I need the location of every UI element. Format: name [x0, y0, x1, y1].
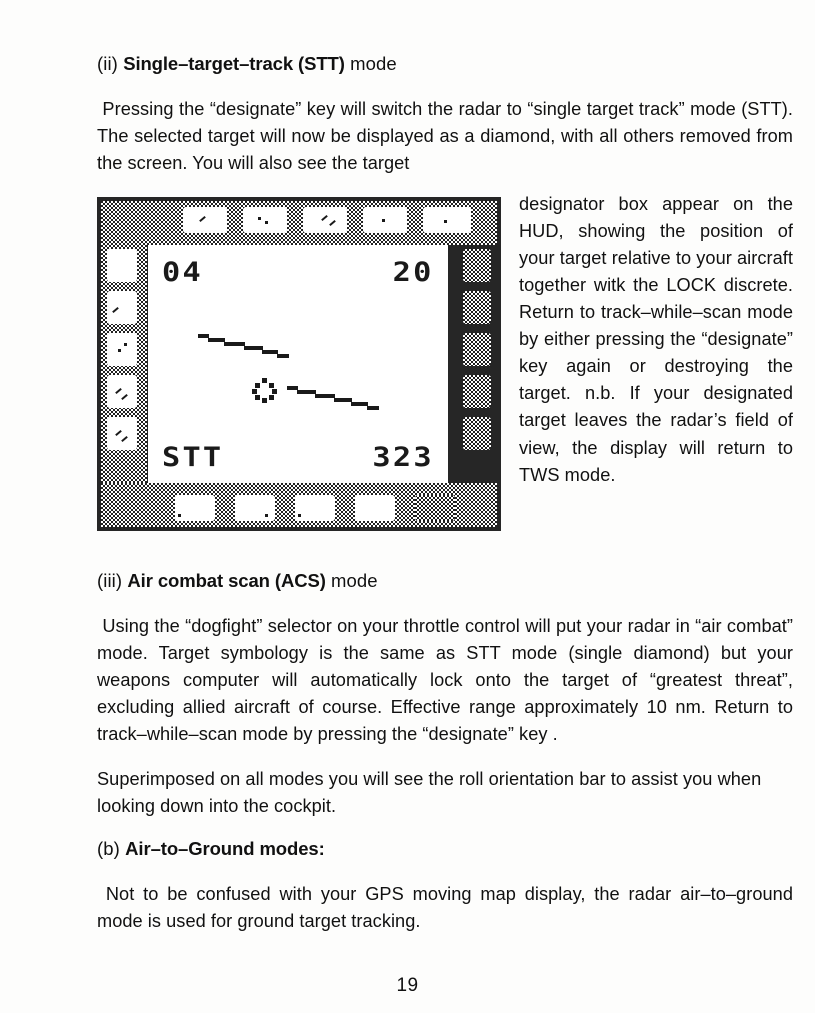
- key-tick-icon: [112, 307, 119, 313]
- softkey-right-1[interactable]: [463, 249, 491, 282]
- softkey-left-4[interactable]: [107, 375, 137, 408]
- softkey-bottom-4[interactable]: [355, 495, 395, 521]
- key-tick-icon: [115, 430, 122, 436]
- spacer: [97, 592, 793, 613]
- key-tick-icon: [321, 215, 328, 221]
- softkey-right-4[interactable]: [463, 375, 491, 408]
- paragraph-air-to-ground: Not to be confused with your GPS moving map display, the radar air–to–ground mode is used for ground target tracking.: [97, 883, 793, 931]
- softkey-bottom-2[interactable]: [235, 495, 275, 521]
- heading-stt-title: Single–target–track (STT): [123, 53, 345, 74]
- heading-acs-mode: [97, 569, 793, 592]
- key-tick-icon: [199, 216, 206, 222]
- heading-stt-tail: mode: [350, 53, 397, 74]
- key-tick-icon: [121, 436, 128, 442]
- spacer: [97, 820, 793, 837]
- heading-acs-numeral: (iii): [97, 570, 123, 592]
- roll-orientation-bar: [148, 245, 448, 483]
- softkey-left-1[interactable]: [107, 249, 137, 282]
- key-tick-icon: [329, 220, 336, 226]
- key-dot-icon: [265, 514, 268, 517]
- readout-top-right: 20: [393, 257, 434, 289]
- heading-air-to-ground: [97, 837, 793, 860]
- key-dot-icon: [258, 217, 261, 220]
- softkey-right-3[interactable]: [463, 333, 491, 366]
- softkey-bottom-3[interactable]: [295, 495, 335, 521]
- heading-atg-numeral: (b): [97, 837, 120, 859]
- spacer: [97, 749, 793, 766]
- readout-heading: 323: [372, 442, 434, 474]
- paragraph-roll-orientation: Superimposed on all modes you will see the roll orientation bar to assist you when looking down into the cockpit.: [97, 768, 762, 816]
- heading-stt-mode: [97, 52, 793, 75]
- softkey-bottom-5[interactable]: [415, 495, 455, 521]
- spacer: [97, 535, 793, 569]
- softkey-top-1[interactable]: [183, 207, 227, 233]
- stt-figure-text-block: [97, 191, 793, 488]
- radar-screen: [148, 245, 448, 483]
- heading-atg-title: Air–to–Ground modes:: [125, 837, 325, 859]
- softkey-right-2[interactable]: [463, 291, 491, 324]
- key-dot-icon: [124, 343, 127, 346]
- heading-stt-numeral: (ii): [97, 53, 118, 74]
- heading-acs-title: Air combat scan (ACS): [127, 570, 326, 592]
- key-dot-icon: [444, 220, 447, 223]
- softkey-left-5[interactable]: [107, 417, 137, 450]
- softkey-bottom-1[interactable]: [175, 495, 215, 521]
- key-tick-icon: [121, 394, 128, 400]
- key-dot-icon: [382, 219, 385, 222]
- key-dot-icon: [118, 349, 121, 352]
- target-diamond-symbol: [252, 378, 276, 402]
- readout-top-left: 04: [162, 257, 203, 289]
- softkey-top-3[interactable]: [303, 207, 347, 233]
- page-number: 19: [396, 975, 419, 996]
- softkey-top-4[interactable]: [363, 207, 407, 233]
- spacer: [97, 75, 793, 96]
- radar-unit: [97, 197, 501, 531]
- softkey-left-3[interactable]: [107, 333, 137, 366]
- softkey-right-5[interactable]: [463, 417, 491, 450]
- spacer: [97, 860, 793, 881]
- paragraph-stt-intro: Pressing the “designate” key will switch the radar to “single target track” mode (STT). The selected target will now be displayed as a diamond, with all others removed from the screen. You will also see the target: [97, 99, 794, 174]
- key-dot-icon: [178, 514, 181, 517]
- key-dot-icon: [298, 514, 301, 517]
- paragraph-acs: Using the “dogfight” selector on your throttle control will put your radar in “air combat” mode. Target symbology is the same as STT mode (single diamond) but your weapons computer will automatically lock onto the target of “greatest threat”, excluding allied aircraft of course. Effective range approximately 10 nm. Return to track–while–scan mode by pressing the “designate” key .: [97, 616, 793, 745]
- key-tick-icon: [115, 388, 122, 394]
- softkey-top-2[interactable]: [243, 207, 287, 233]
- readout-mode: STT: [162, 442, 224, 474]
- softkey-left-2[interactable]: [107, 291, 137, 324]
- page-content: [97, 52, 793, 935]
- heading-acs-tail: mode: [331, 570, 378, 592]
- paragraph-stt-wrap: designator box appear on the HUD, showing the position of your target relative to your aircraft together witk the LOCK discrete. Return to track–while–scan mode by either pressing the “designate” key again or destroying the target. n.b. If your designated target leaves the radar’s field of view, the display will return to TWS mode.: [519, 194, 793, 485]
- key-dot-icon: [265, 221, 268, 224]
- softkey-top-5[interactable]: [423, 207, 471, 233]
- radar-display-figure: [97, 197, 501, 531]
